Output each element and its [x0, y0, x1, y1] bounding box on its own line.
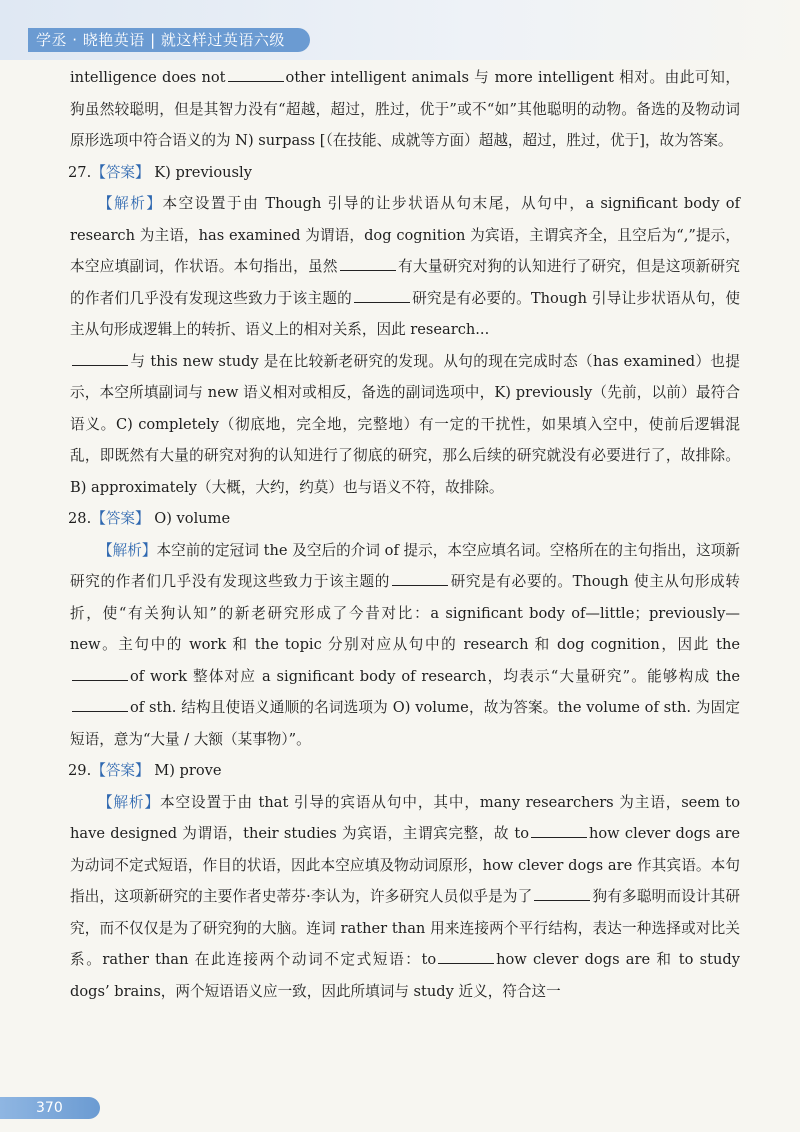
answer-text: O) volume: [154, 510, 231, 527]
answer-27: [70, 157, 740, 189]
text-run: 本空前的定冠词 the 及空后的介词 of 提示，本空应填名词。空格所在的主句指出，这项新研究的作者们几乎没有发现这些致力于该主题的: [70, 541, 740, 590]
analysis-tag: 【解析】: [98, 541, 157, 559]
answer-blank: [438, 949, 494, 964]
question-number: 29.: [68, 762, 92, 779]
text-run: of work 整体对应 a significant body of research，均表示“大量研究”。能够构成 the: [130, 667, 740, 685]
text-run: how clever dogs are 为动词不定式短语，作目的状语，因此本空应填及物动词原形，how clever dogs are 作其宾语。本句指出，这项新研究的主要作者史蒂芬·李认为，许多研究人员似乎是为了: [70, 825, 740, 905]
text-run: 狗有多聪明而设计其研究，而不仅仅是为了研究狗的大脑。连词 rather than 用来连接两个平行结构，表达一种选择或对比关系。rather than 在此连接两个动词不定式短语：to: [70, 888, 740, 968]
text-run: 与 this new study 是在比较新老研究的发现。从句的现在完成时态（has examined）也提示，本空所填副词与 new 语义相对或相反，备选的副词选项中，K) previously（先前，以前）最符合语义。C) completely（彻底地，完全地，完整地）有一定的干扰性，如果填入空中，使前后逻辑混乱，即既然有大量的研究对狗的认知进行了彻底的研究，那么后续的研究就没有必要进行了，故排除。B) approximately（大概，大约，约莫）也与语义不符，故排除。: [70, 352, 740, 496]
question-number: 28.: [68, 510, 92, 527]
question-number: 27.: [68, 163, 92, 181]
answer-text: M) prove: [154, 762, 222, 779]
text-run: 本空设置于由 that 引导的宾语从句中，其中，many researchers 为主语，seem to have designed 为谓语，their studies 为宾语，主谓宾完整，故 to: [70, 793, 740, 842]
answer-blank: [72, 666, 128, 681]
analysis-28: [70, 535, 740, 756]
answer-tag: 【答案】: [91, 163, 150, 181]
text-run: of sth. 结构且使语义通顺的名词选项为 O) volume，故为答案。the volume of sth. 为固定短语，意为“大量 / 大额（某事物）”。: [70, 699, 740, 748]
answer-29: [70, 755, 740, 787]
answer-blank: [340, 256, 396, 271]
analysis-tag: 【解析】: [98, 793, 160, 811]
answer-blank: [392, 571, 448, 586]
answer-text: K) previously: [154, 163, 252, 181]
answer-tag: 【答案】: [91, 762, 150, 779]
answer-blank: [534, 886, 590, 901]
text-run: intelligence does not: [70, 69, 226, 86]
answer-tag: 【答案】: [91, 510, 150, 527]
text-run: other intelligent animals 与 more intelligent 相对。由此可知，狗虽然较聪明，但是其智力没有“超越，超过，胜过，优于”或不“如”其他聪明的动物。备选的及物动词原形选项中符合语义的为 N) surpass [（在技能、成就等方面）超越，超过，胜过，优于]，故为答案。: [70, 69, 740, 149]
paragraph-continued: [70, 62, 740, 157]
answer-blank: [228, 67, 284, 82]
text-run: 研究是有必要的。Though 使主从句形成转折，使“有关狗认知”的新老研究形成了今昔对比：a significant body of—little；previously—new。主句中的 work 和 the topic 分别对应从句中的 research 和 dog cognition，因此 the: [70, 573, 740, 653]
answer-28: [70, 503, 740, 535]
text-run: 本空设置于由 Though 引导的让步状语从句末尾，从句中，a significant body of research 为主语，has examined 为谓语，dog cognition 为宾语，主谓宾齐全，且空后为“,”提示，本空应填副词，作状语。本句指出，虽然: [70, 195, 740, 275]
page-number: 370: [36, 1100, 63, 1116]
answer-blank: [72, 697, 128, 712]
text-run: how clever dogs are 和 to study dogs’ brains，两个短语语义应一致，因此所填词与 study 近义，符合这一: [70, 951, 740, 1000]
page-content: [70, 62, 740, 1007]
answer-blank: [72, 351, 128, 366]
analysis-tag: 【解析】: [98, 195, 163, 212]
answer-blank: [531, 823, 587, 838]
text-run: 研究是有必要的。Though 引导让步状语从句，使主从句形成逻辑上的转折、语义上的相对关系，因此 research...: [70, 289, 740, 338]
answer-blank: [354, 288, 410, 303]
running-header: 学丞 · 晓艳英语 | 就这样过英语六级: [28, 28, 310, 52]
text-run: 有大量研究对狗的认知进行了研究，但是这项新研究的作者们几乎没有发现这些致力于该主题的: [70, 258, 740, 307]
analysis-29: [70, 787, 740, 1008]
analysis-27: [70, 188, 740, 503]
